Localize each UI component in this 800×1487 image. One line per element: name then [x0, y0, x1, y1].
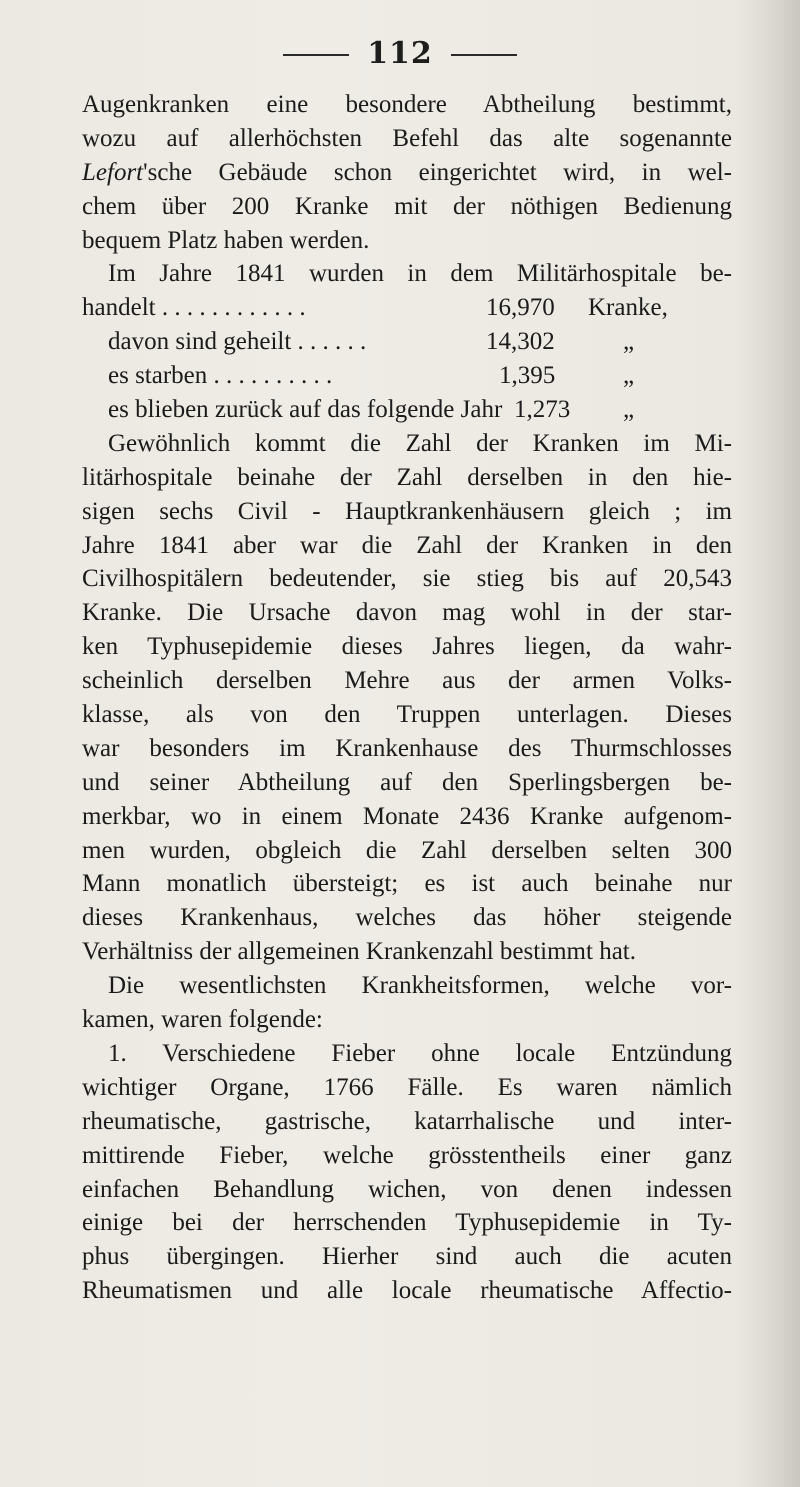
stat-row	[82, 325, 732, 359]
text-line: mittirende Fieber, welche grösstentheils einer ganz	[82, 1141, 732, 1169]
text-line: Kranke. Die Ursache davon mag wohl in der star-	[82, 599, 732, 627]
text-line: wozu auf allerhöchsten Befehl das alte sogenannte	[82, 124, 732, 152]
text-line: scheinlich derselben Mehre aus der armen Volks-	[82, 667, 732, 695]
stat-value: 14,302	[486, 328, 555, 356]
text-line: und seiner Abtheilung auf den Sperlingsbergen be-	[82, 768, 732, 796]
text-line: Die wesentlichsten Krankheitsformen, welche vor-	[108, 972, 732, 1000]
text-line: chem über 200 Kranke mit der nöthigen Bedienung	[82, 192, 732, 220]
stat-ditto: „	[623, 362, 635, 390]
text-line: Civilhospitälern bedeutender, sie stieg bis auf 20,543	[82, 565, 732, 593]
text-line: merkbar, wo in einem Monate 2436 Kranke aufgenom-	[82, 802, 732, 830]
text-line: klasse, als von den Truppen unterlagen. Dieses	[82, 701, 732, 729]
text-line: einfachen Behandlung wichen, von denen indessen	[82, 1175, 732, 1203]
text-line: phus übergingen. Hierher sind auch die acuten	[82, 1243, 732, 1271]
text-line: wichtiger Organe, 1766 Fälle. Es waren nämlich	[82, 1073, 732, 1101]
header-rule-left	[283, 54, 349, 56]
stat-label: es blieben zurück auf das folgende Jahr	[108, 396, 503, 424]
stat-value: 1,273	[514, 396, 571, 424]
italic-name: Lefort	[82, 158, 144, 186]
text-line: Mann monatlich übersteigt; es ist auch beinahe nur	[82, 870, 732, 898]
text-line: kamen, waren folgende:	[82, 1006, 323, 1034]
body-text	[82, 88, 732, 1308]
text-line: war besonders im Krankenhause des Thurmschlosses	[82, 734, 732, 762]
text-line: litärhospitale beinahe der Zahl derselben in den hie-	[82, 463, 732, 491]
text-line: einige bei der herrschenden Typhusepidemie in Ty-	[82, 1209, 732, 1237]
stat-ditto: „	[623, 328, 635, 356]
stat-value: 1,395	[499, 362, 556, 390]
text-line: Gewöhnlich kommt die Zahl der Kranken im Mi-	[108, 429, 732, 457]
text-line: dieses Krankenhaus, welches das höher steigende	[82, 904, 732, 932]
text-line: Verhältniss der allgemeinen Krankenzahl bestimmt hat.	[82, 938, 636, 966]
stat-row	[82, 291, 732, 325]
text-line: 1. Verschiedene Fieber ohne locale Entzündung	[108, 1039, 732, 1067]
stat-label: es starben . . . . . . . . . .	[108, 362, 333, 390]
stat-ditto: „	[623, 396, 635, 424]
stat-value: 16,970	[486, 294, 555, 322]
text-line	[82, 156, 732, 190]
text-line: Jahre 1841 aber war die Zahl der Kranken in den	[82, 531, 732, 559]
text-line-rest: 'sche Gebäude schon eingerichtet wird, in wel-	[143, 158, 732, 186]
header-rule-right	[451, 54, 517, 56]
page-number: 112	[367, 36, 433, 71]
stat-label: davon sind geheilt . . . . . .	[108, 328, 367, 356]
text-line: men wurden, obgleich die Zahl derselben selten 300	[82, 836, 732, 864]
text-line: ken Typhusepidemie dieses Jahres liegen, da wahr-	[82, 633, 732, 661]
text-line: Augenkranken eine besondere Abtheilung bestimmt,	[82, 91, 732, 118]
stat-unit: Kranke,	[588, 294, 668, 322]
text-line: rheumatische, gastrische, katarrhalische und inter-	[82, 1107, 732, 1135]
stat-label: handelt . . . . . . . . . . . .	[82, 294, 306, 322]
text-line: Rheumatismen und alle locale rheumatische Affectio-	[82, 1277, 732, 1305]
page-header	[0, 36, 800, 71]
text-line: bequem Platz haben werden.	[82, 226, 370, 254]
stat-row	[82, 393, 732, 427]
text-line: sigen sechs Civil - Hauptkrankenhäusern gleich ; im	[82, 497, 732, 525]
text-line: Im Jahre 1841 wurden in dem Militärhospitale be-	[108, 260, 732, 288]
stat-row	[82, 359, 732, 393]
